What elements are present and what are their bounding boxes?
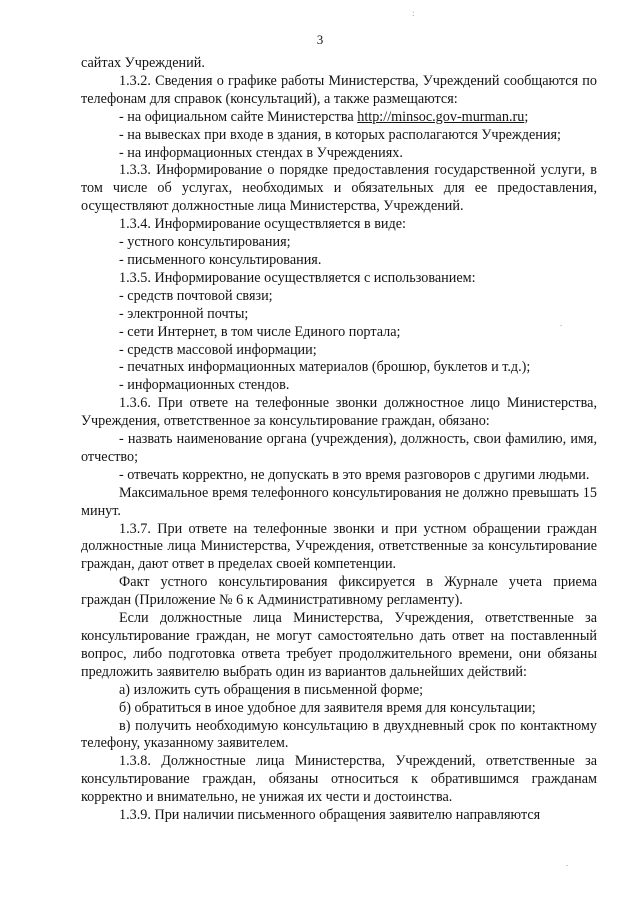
ministry-website-link[interactable]: http://minsoc.gov-murman.ru [357,108,525,125]
paragraph-p25: б) обратиться в иное удобное для заявителя время для консультации; [119,699,536,716]
paragraph-p09: - письменного консультирования. [119,251,322,268]
scan-mark-right: . [560,318,563,328]
paragraph-p27: 1.3.8. Должностные лица Министерства, Учреждений, ответственные за консультирование граждан, обязаны относиться к обратившимся гражданам корректно и внимательно, не унижая их чести и достоинства. [81,753,597,806]
page-number: 3 [316,32,324,47]
paragraph-p10: 1.3.5. Информирование осуществляется с использованием: [119,269,476,286]
paragraph-p13: - сети Интернет, в том числе Единого портала; [119,323,401,340]
paragraph-p28: 1.3.9. При наличии письменного обращения заявителю направляются [119,807,541,824]
paragraph-p05: - на информационных стендах в Учреждениях. [119,144,403,161]
paragraph-text: - на официальном сайте Министерства [119,108,358,125]
paragraph-p21: 1.3.7. При ответе на телефонные звонки и при устном обращении граждан должностные лица Министерства, Учреждения, ответственные за консультирование граждан, дают ответ в пределах своей компетенции. [81,520,597,573]
paragraph-p06: 1.3.3. Информирование о порядке предоставления государственной услуги, в том числе об услугах, необходимых и обязательных для ее предоставления, осуществляют должностные лица Министерства, Учреждений. [81,162,597,215]
paragraph-p04: - на вывесках при входе в здания, в которых располагаются Учреждения; [119,126,561,143]
paragraph-p20: Максимальное время телефонного консультирования не должно превышать 15 минут. [81,484,597,519]
paragraph-p14: - средств массовой информации; [119,341,317,358]
paragraph-p03 [81,109,597,127]
paragraph-p24: а) изложить суть обращения в письменной форме; [119,681,424,698]
paragraph-p16: - информационных стендов. [119,377,290,394]
paragraph-p19: - отвечать корректно, не допускать в это время разговоров с другими людьми. [119,466,590,483]
paragraph-p02: 1.3.2. Сведения о графике работы Министерства, Учреждений сообщаются по телефонам для справок (консультаций), а также размещаются: [81,72,597,107]
paragraph-p22: Факт устного консультирования фиксируется в Журнале учета приема граждан (Приложение № 6 к Административному регламенту). [81,574,597,609]
paragraph-p15: - печатных информационных материалов (брошюр, буклетов и т.д.); [119,359,531,376]
paragraph-p08: - устного консультирования; [119,234,291,251]
paragraph-text: ; [524,108,529,125]
paragraph-p07: 1.3.4. Информирование осуществляется в виде: [119,216,406,233]
paragraph-p23: Если должностные лица Министерства, Учреждения, ответственные за консультирование граждан, не могут самостоятельно дать ответ на поставленный вопрос, либо подготовка ответа требует продолжительного времени, они обязаны предложить заявителю выбрать один из вариантов дальнейших действий: [81,610,597,680]
paragraph-p11: - средств почтовой связи; [119,287,273,304]
paragraph-p18: - назвать наименование органа (учреждения), должность, свои фамилию, имя, отчество; [81,431,597,465]
scan-mark-bottom: . [566,858,569,868]
paragraph-p01: сайтах Учреждений. [81,55,205,71]
paragraph-p26: в) получить необходимую консультацию в двухдневный срок по контактному телефону, указанному заявителем. [81,717,597,752]
scan-mark-top: : [412,8,415,18]
paragraph-p17: 1.3.6. При ответе на телефонные звонки должностное лицо Министерства, Учреждения, ответственное за консультирование граждан, обязано: [81,395,597,430]
document-body [81,55,597,825]
paragraph-p12: - электронной почты; [119,305,249,322]
